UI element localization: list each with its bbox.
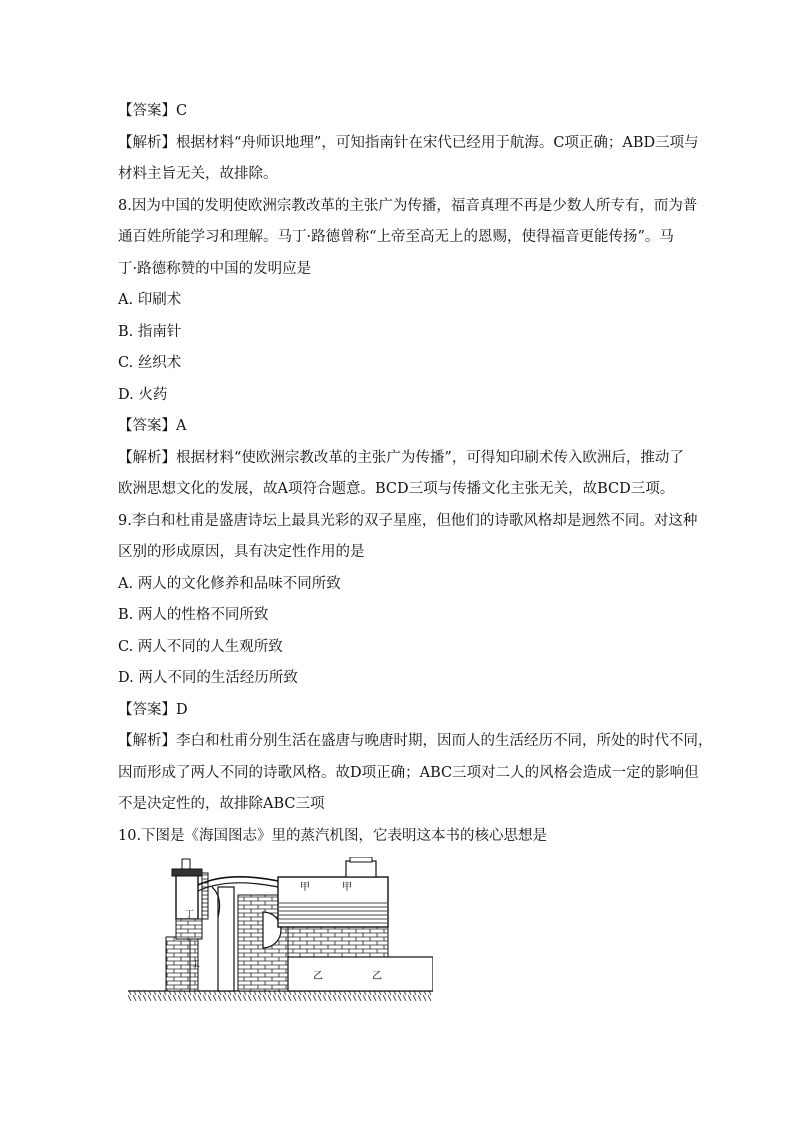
explanation-8-line-1: 【解析】根据材料“使欧洲宗教改革的主张广为传播”，可得知印刷术传入欧洲后，推动了	[118, 449, 684, 466]
vertical-pipe	[218, 887, 234, 991]
explanation-9-line-3: 不是决定性的，故排除ABC三项	[118, 796, 325, 812]
question-9-option-c: C. 两人不同的人生观所致	[118, 638, 283, 655]
question-9-line-1: 9.李白和杜甫是盛唐诗坛上最具光彩的双子星座，但他们的诗歌风格却是迥然不同。对这种	[118, 512, 698, 529]
question-10-line-1: 10.下图是《海国图志》里的蒸汽机图，它表明这本书的核心思想是	[118, 827, 548, 844]
explanation-7-line-1: 【解析】根据材料“舟师识地理”，可知指南针在宋代已经用于航海。C项正确；ABD三项与	[118, 134, 699, 151]
answer-7: 【答案】C	[118, 103, 188, 119]
question-8-line-1: 8.因为中国的发明使欧洲宗教改革的主张广为传播，福音真理不再是少数人所专有，而为普	[118, 197, 698, 214]
answer-9: 【答案】D	[118, 701, 188, 718]
boiler-water	[279, 902, 387, 926]
lower-flue	[288, 957, 433, 991]
label-yi-1: 乙	[313, 971, 323, 982]
explanation-9-line-1: 【解析】李白和杜甫分别生活在盛唐与晚唐时期，因而人的生活经历不同，所处的时代不同，	[118, 733, 713, 749]
label-jia-1: 甲	[300, 882, 310, 893]
question-8-option-d: D. 火药	[118, 386, 168, 403]
label-yi-2: 乙	[372, 971, 382, 982]
label-ding: 丁	[185, 910, 195, 920]
label-jia-2: 甲	[342, 882, 352, 893]
ground-hatch	[128, 991, 433, 1001]
explanation-7-line-2: 材料主旨无关，故排除。	[118, 166, 278, 182]
steam-engine-drawing	[128, 857, 433, 1007]
question-9-option-a: A. 两人的文化修养和品味不同所致	[118, 575, 341, 592]
question-8-line-3: 丁·路德称赞的中国的发明应是	[118, 260, 312, 277]
question-9-option-b: B. 两人的性格不同所致	[118, 607, 269, 623]
question-8-option-c: C. 丝织术	[118, 355, 182, 371]
question-8-option-a: A. 印刷术	[118, 292, 182, 308]
question-9-option-d: D. 两人不同的生活经历所致	[118, 670, 298, 686]
document-page	[118, 96, 713, 852]
question-9-line-2: 区别的形成原因，具有决定性作用的是	[118, 544, 365, 560]
question-8-line-2: 通百姓所能学习和理解。马丁·路德曾称“上帝至高无上的恩赐，使得福音更能传扬”。马	[118, 229, 674, 245]
explanation-9-line-2: 因而形成了两人不同的诗歌风格。故D项正确；ABC三项对二人的风格会造成一定的影响但	[118, 764, 699, 781]
answer-8: 【答案】A	[118, 418, 187, 434]
question-8-option-b: B. 指南针	[118, 323, 182, 340]
steam-engine-figure	[128, 857, 433, 1007]
label-gong: 工	[191, 960, 201, 970]
explanation-8-line-2: 欧洲思想文化的发展，故A项符合题意。BCD三项与传播文化主张无关，故BCD三项。	[118, 481, 675, 497]
